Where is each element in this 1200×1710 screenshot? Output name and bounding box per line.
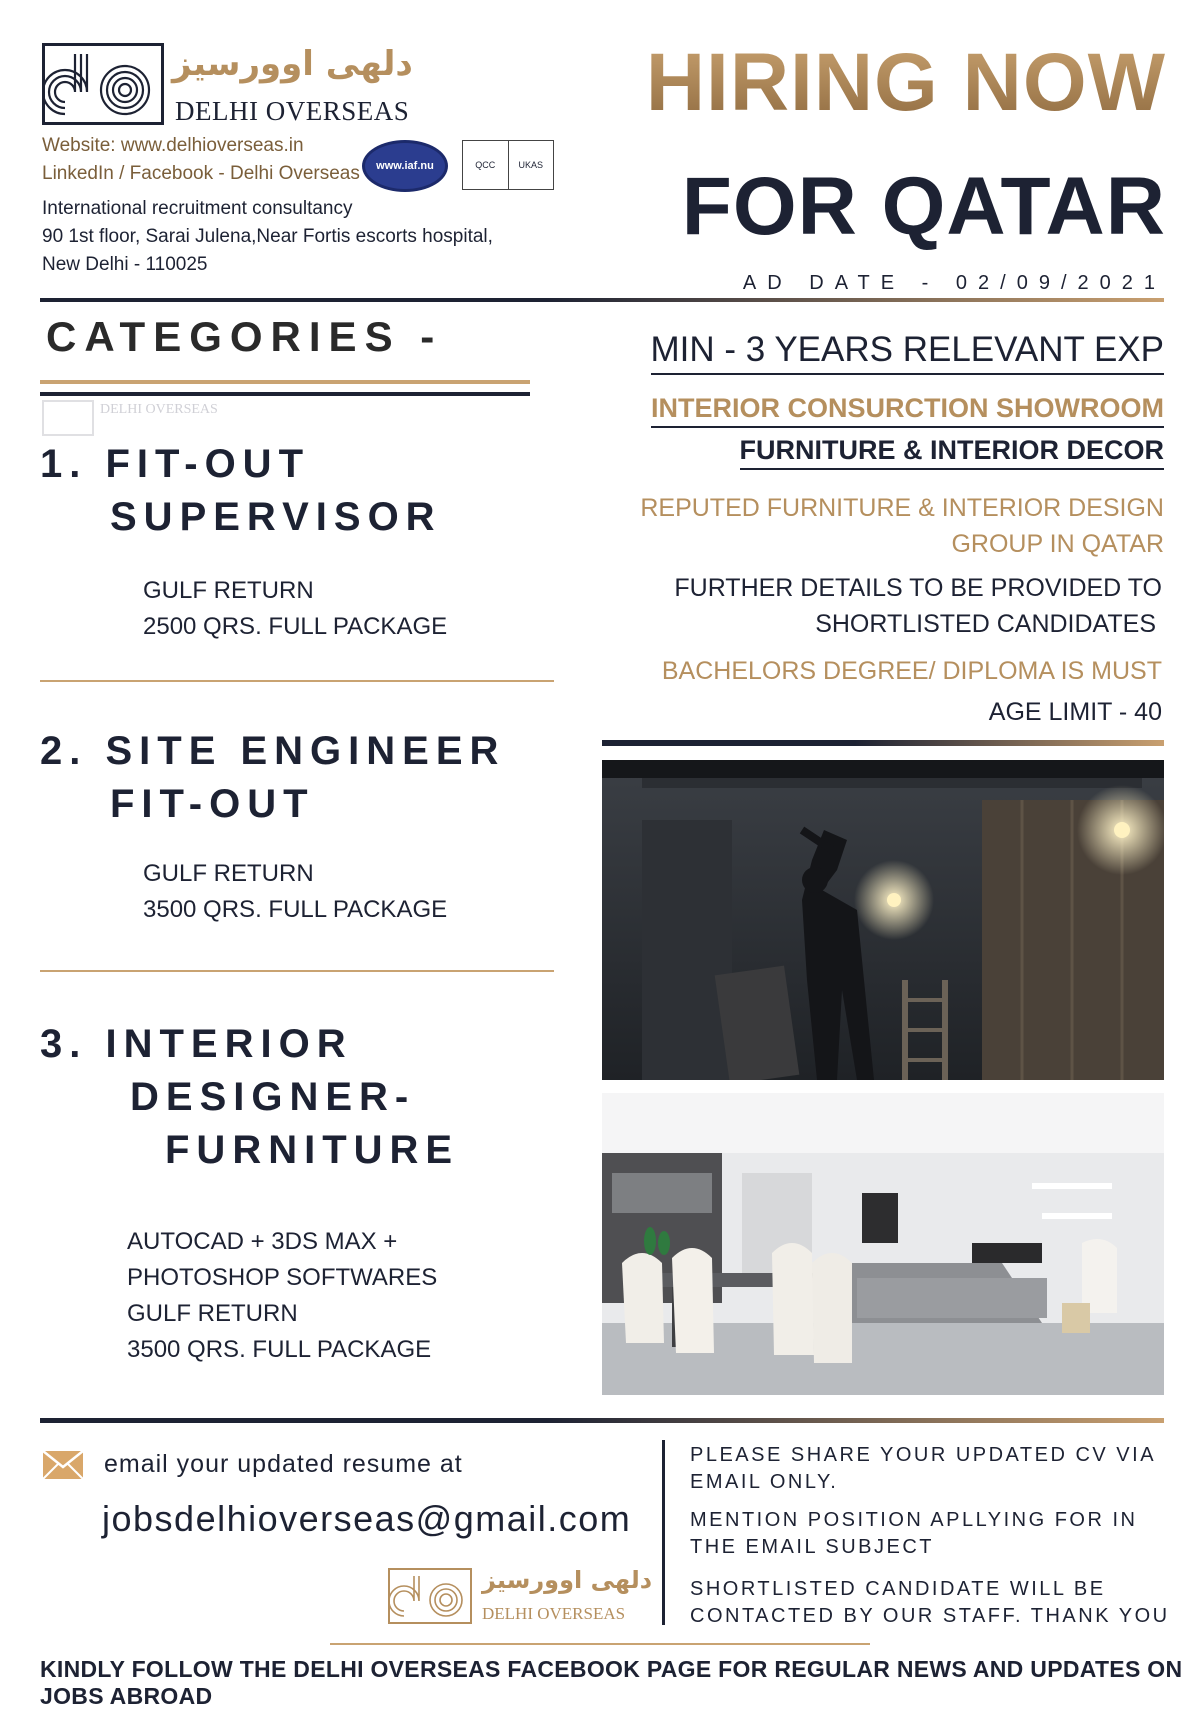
details-line-2: SHORTLISTED CANDIDATES xyxy=(815,610,1156,638)
email-address-link[interactable]: jobsdelhioverseas@gmail.com xyxy=(102,1498,632,1539)
facebook-follow-note: KINDLY FOLLOW THE DELHI OVERSEAS FACEBOOK PAGE FOR REGULAR NEWS AND UPDATES ON JOBS ABROAD xyxy=(40,1656,1183,1709)
cert-ukas: UKAS xyxy=(518,160,543,170)
fitout-worker-photo xyxy=(602,760,1164,1080)
job-2-detail-2: 3500 QRS. FULL PACKAGE xyxy=(143,896,448,923)
email-label: email your updated resume at xyxy=(104,1450,463,1478)
job-3-detail-3: GULF RETURN xyxy=(127,1300,298,1327)
logo-arabic-text: دلهی اوورسیز xyxy=(172,44,413,84)
company-line-1: REPUTED FURNITURE & INTERIOR DESIGN xyxy=(640,494,1164,522)
job-1-title-line-1: 1. FIT-OUT xyxy=(40,442,310,486)
experience-requirement: MIN - 3 YEARS RELEVANT EXP xyxy=(651,330,1165,375)
footer-logo-name: DELHI OVERSEAS xyxy=(482,1604,626,1623)
job-1-title-line-2: SUPERVISOR xyxy=(110,495,442,539)
note-1-line-1: PLEASE SHARE YOUR UPDATED CV VIA xyxy=(690,1444,1157,1466)
note-3-line-2: CONTACTED BY OUR STAFF. THANK YOU xyxy=(690,1605,1170,1627)
header-divider xyxy=(40,298,1164,302)
envelope-icon xyxy=(42,1450,84,1485)
note-share-cv xyxy=(690,1442,1170,1496)
photo-top-rule xyxy=(602,740,1164,746)
address-line-2: New Delhi - 110025 xyxy=(42,254,208,275)
ad-date: AD DATE - 02/09/2021 xyxy=(742,272,1166,294)
watermark-name: DELHI OVERSEAS xyxy=(100,402,218,417)
interior-room-photo xyxy=(602,1093,1164,1395)
logo-mark xyxy=(42,43,164,125)
footer-logo-arabic: دلهی اوورسیز xyxy=(482,1566,653,1594)
age-limit: AGE LIMIT - 40 xyxy=(988,698,1162,726)
social-links[interactable]: LinkedIn / Facebook - Delhi Overseas xyxy=(42,163,360,184)
job-3-title-line-2: DESIGNER- xyxy=(130,1075,416,1119)
website-link[interactable]: Website: www.delhioverseas.in xyxy=(42,135,304,156)
iaf-accreditation-badge xyxy=(362,140,448,192)
industry-line-2: FURNITURE & INTERIOR DECOR xyxy=(740,435,1165,470)
certification-marks xyxy=(462,140,554,190)
job-3-detail-1: AUTOCAD + 3DS MAX + xyxy=(127,1228,398,1255)
note-shortlisted xyxy=(690,1576,1170,1630)
location-headline: FOR QATAR xyxy=(681,161,1166,252)
badge-text: www.iaf.nu xyxy=(376,160,434,172)
note-1-line-2: EMAIL ONLY. xyxy=(690,1471,839,1493)
categories-navy-rule xyxy=(40,392,530,396)
company-name: DELHI OVERSEAS xyxy=(175,96,410,126)
job-3-detail-4: 3500 QRS. FULL PACKAGE xyxy=(127,1336,432,1363)
note-2-line-1: MENTION POSITION APLLYING FOR IN xyxy=(690,1509,1138,1531)
footer-logo-mark xyxy=(388,1568,472,1624)
job-1-detail-1: GULF RETURN xyxy=(143,577,314,604)
job-1-detail-2: 2500 QRS. FULL PACKAGE xyxy=(143,613,448,640)
note-2-line-2: THE EMAIL SUBJECT xyxy=(690,1536,935,1558)
footer-divider xyxy=(40,1418,1164,1423)
footer-logo-do-icon xyxy=(390,1570,470,1622)
categories-heading: CATEGORIES - xyxy=(46,313,443,360)
industry-line-1: INTERIOR CONSURCTION SHOWROOM xyxy=(651,393,1164,428)
watermark-logo xyxy=(42,400,94,436)
note-3-line-1: SHORTLISTED CANDIDATE WILL BE xyxy=(690,1578,1106,1600)
tagline: International recruitment consultancy xyxy=(42,198,353,219)
job-2-title-line-2: FIT-OUT xyxy=(110,782,315,826)
job-2-detail-1: GULF RETURN xyxy=(143,860,314,887)
job-2-title-line-1: 2. SITE ENGINEER xyxy=(40,729,506,773)
hiring-headline: HIRING NOW xyxy=(645,37,1166,128)
job-divider-1 xyxy=(40,680,554,682)
company-line-2: GROUP IN QATAR xyxy=(951,530,1164,558)
job-3-title-line-3: FURNITURE xyxy=(165,1128,460,1172)
job-3-title-line-1: 3. INTERIOR xyxy=(40,1022,353,1066)
cert-qcc: QCC xyxy=(463,141,509,189)
address-line-1: 90 1st floor, Sarai Julena,Near Fortis escorts hospital, xyxy=(42,226,493,247)
details-line-1: FURTHER DETAILS TO BE PROVIDED TO xyxy=(674,574,1162,602)
categories-gold-rule xyxy=(40,380,530,384)
footer-vertical-divider xyxy=(662,1440,665,1625)
job-divider-2 xyxy=(40,970,554,972)
bottom-gold-rule xyxy=(330,1643,870,1645)
education-requirement: BACHELORS DEGREE/ DIPLOMA IS MUST xyxy=(661,657,1162,685)
logo-do-icon xyxy=(45,46,161,122)
note-mention-position xyxy=(690,1507,1170,1561)
job-3-detail-2: PHOTOSHOP SOFTWARES xyxy=(127,1264,438,1291)
